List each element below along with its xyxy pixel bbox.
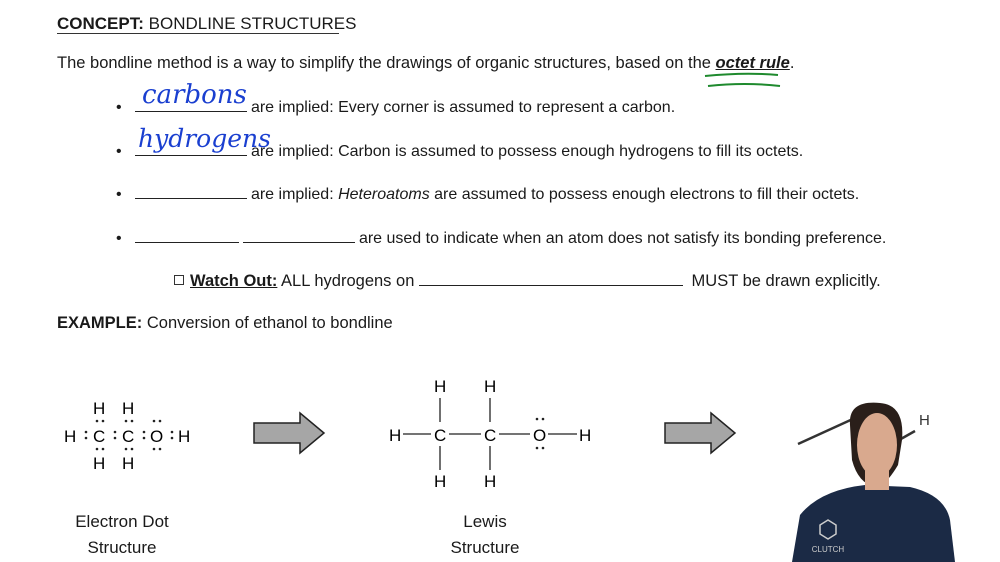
svg-text:H: H (484, 472, 497, 491)
octet-rule: octet rule (715, 54, 790, 72)
svg-text:O: O (150, 427, 164, 446)
page-title: CONCEPT: BONDLINE STRUCTURES (57, 14, 357, 33)
svg-text:H: H (389, 426, 402, 445)
svg-text:H: H (434, 377, 447, 396)
presenter-face (857, 413, 897, 477)
svg-text:H: H (93, 454, 106, 473)
svg-text:H: H (434, 472, 447, 491)
svg-text:H: H (93, 399, 106, 418)
electron-dot-structure (60, 395, 200, 475)
svg-text:C: C (484, 426, 497, 445)
svg-text:H: H (919, 412, 930, 429)
intro-text: The bondline method is a way to simplify the drawings of organic structures, based on the octet rule. (57, 54, 795, 72)
bullet-carbons: • are implied: Every corner is assumed to represent a carbon. (116, 99, 676, 116)
electron-dot-caption: Electron Dot Structure (75, 512, 169, 557)
svg-text:H: H (122, 454, 135, 473)
svg-text:H: H (484, 377, 497, 396)
title-underline (57, 33, 339, 34)
watch-out-note: Watch Out: ALL hydrogens on MUST be drawn explicitly. (174, 271, 881, 291)
checkbox-icon (174, 275, 184, 285)
svg-text:C: C (434, 426, 447, 445)
handwritten-carbons: carbons (142, 80, 247, 110)
svg-text:H: H (579, 426, 592, 445)
svg-text:CLUTCH: CLUTCH (811, 545, 845, 554)
presenter-video (780, 395, 1000, 562)
svg-text:C: C (122, 427, 135, 446)
handwritten-hydrogens: hydrogens (138, 124, 271, 153)
svg-text:H: H (122, 399, 135, 418)
svg-text:O: O (533, 426, 547, 445)
bondline-segment (798, 418, 855, 444)
green-underline-annotation (700, 70, 790, 92)
bullet-heteroatoms: • are implied: Heteroatoms are assumed to possess enough electrons to fill their octets. (116, 186, 860, 203)
arrow-right-icon (663, 411, 739, 455)
example-heading: EXAMPLE: Conversion of ethanol to bondline (57, 314, 393, 332)
lewis-structure (385, 372, 600, 496)
lewis-caption: Lewis Structure (450, 512, 520, 557)
svg-text:H: H (64, 427, 77, 446)
arrow-right-icon (252, 411, 328, 455)
svg-text:C: C (93, 427, 106, 446)
svg-text:H: H (178, 427, 191, 446)
bullet-formal-charges: • are used to indicate when an atom does not satisfy its bonding preference. (116, 230, 887, 247)
bullet-hydrogens: • are implied: Carbon is assumed to possess enough hydrogens to fill its octets. (116, 143, 804, 160)
